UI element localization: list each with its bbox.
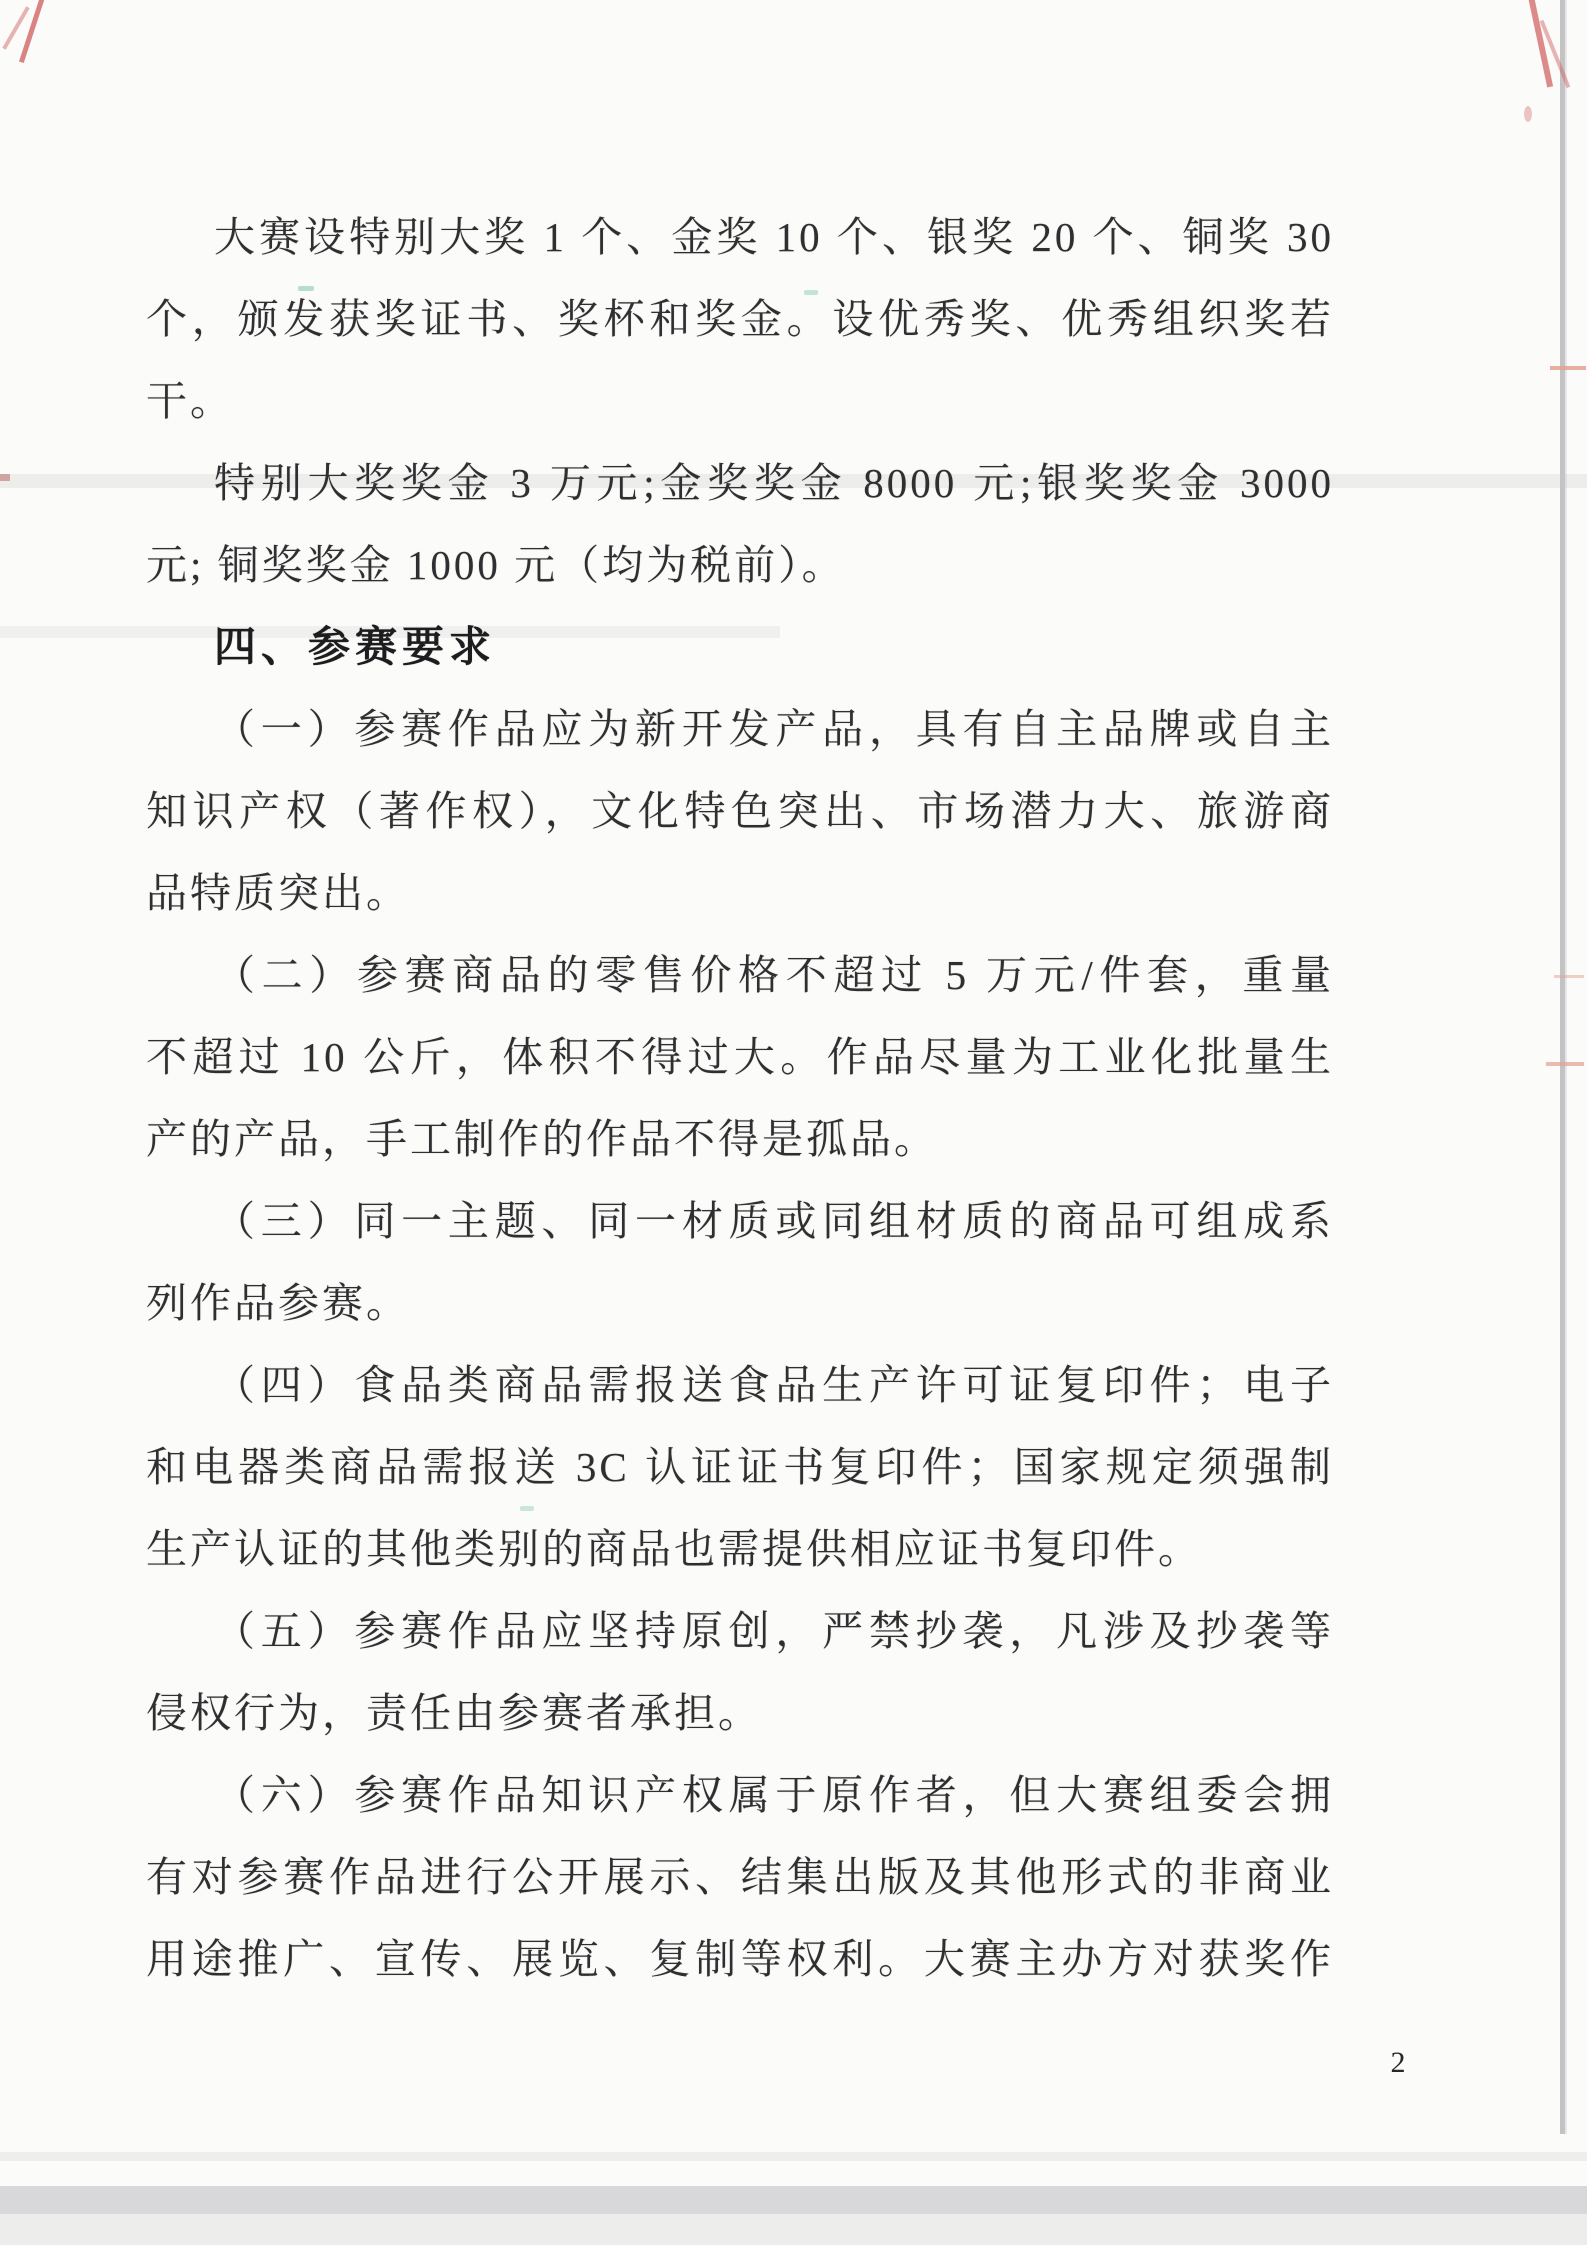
page-number: 2: [1390, 2046, 1406, 2079]
text-line: （三）同一主题、同一材质或同组材质的商品可组成系: [214, 1198, 1334, 1244]
text-line: 不超过 10 公斤，体积不得过大。作品尽量为工业化批量生: [146, 1034, 1334, 1080]
scan-edge-tick: [1546, 1062, 1584, 1066]
scan-bottom-strip: [0, 2214, 1587, 2245]
text-line: （四）食品类商品需报送食品生产许可证复印件；电子: [214, 1362, 1334, 1408]
text-line: 四、参赛要求: [214, 623, 497, 670]
text-line: （二）参赛商品的零售价格不超过 5 万元/件套，重量: [214, 952, 1334, 998]
text-line: 有对参赛作品进行公开展示、结集出版及其他形式的非商业: [146, 1854, 1334, 1900]
scan-streak: [0, 2152, 1587, 2161]
text-line: 生产认证的其他类别的商品也需提供相应证书复印件。: [146, 1526, 1202, 1572]
text-line: 产的产品，手工制作的作品不得是孤品。: [146, 1116, 938, 1162]
text-line: 品特质突出。: [146, 870, 410, 916]
text-line: 干。: [146, 378, 234, 424]
text-line: 个，颁发获奖证书、奖杯和奖金。设优秀奖、优秀组织奖若: [146, 296, 1334, 342]
document-body: [146, 196, 1334, 2000]
scan-corner-mark-top-right: [1524, 106, 1532, 122]
text-line: 特别大奖奖金 3 万元;金奖奖金 8000 元;银奖奖金 3000: [214, 460, 1334, 506]
text-line: 知识产权（著作权），文化特色突出、市场潜力大、旅游商: [146, 788, 1334, 834]
text-line: 和电器类商品需报送 3C 认证证书复印件；国家规定须强制: [146, 1444, 1334, 1490]
scan-page-edge-line: [1560, 0, 1565, 2134]
text-line: （一）参赛作品应为新开发产品，具有自主品牌或自主: [214, 706, 1334, 752]
text-line: 列作品参赛。: [146, 1280, 410, 1326]
scan-edge-tick: [1554, 975, 1584, 978]
text-line: （五）参赛作品应坚持原创，严禁抄袭，凡涉及抄袭等: [214, 1608, 1334, 1654]
scan-edge-tick: [1550, 366, 1586, 370]
text-line: 用途推广、宣传、展览、复制等权利。大赛主办方对获奖作: [146, 1936, 1334, 1982]
text-line: 大赛设特别大奖 1 个、金奖 10 个、银奖 20 个、铜奖 30: [214, 214, 1334, 260]
text-line: （六）参赛作品知识产权属于原作者，但大赛组委会拥: [214, 1772, 1334, 1818]
text-line: 侵权行为，责任由参赛者承担。: [146, 1690, 762, 1736]
text-line: 元; 铜奖奖金 1000 元（均为税前）。: [146, 542, 846, 588]
scan-bottom-band: [0, 2186, 1587, 2214]
